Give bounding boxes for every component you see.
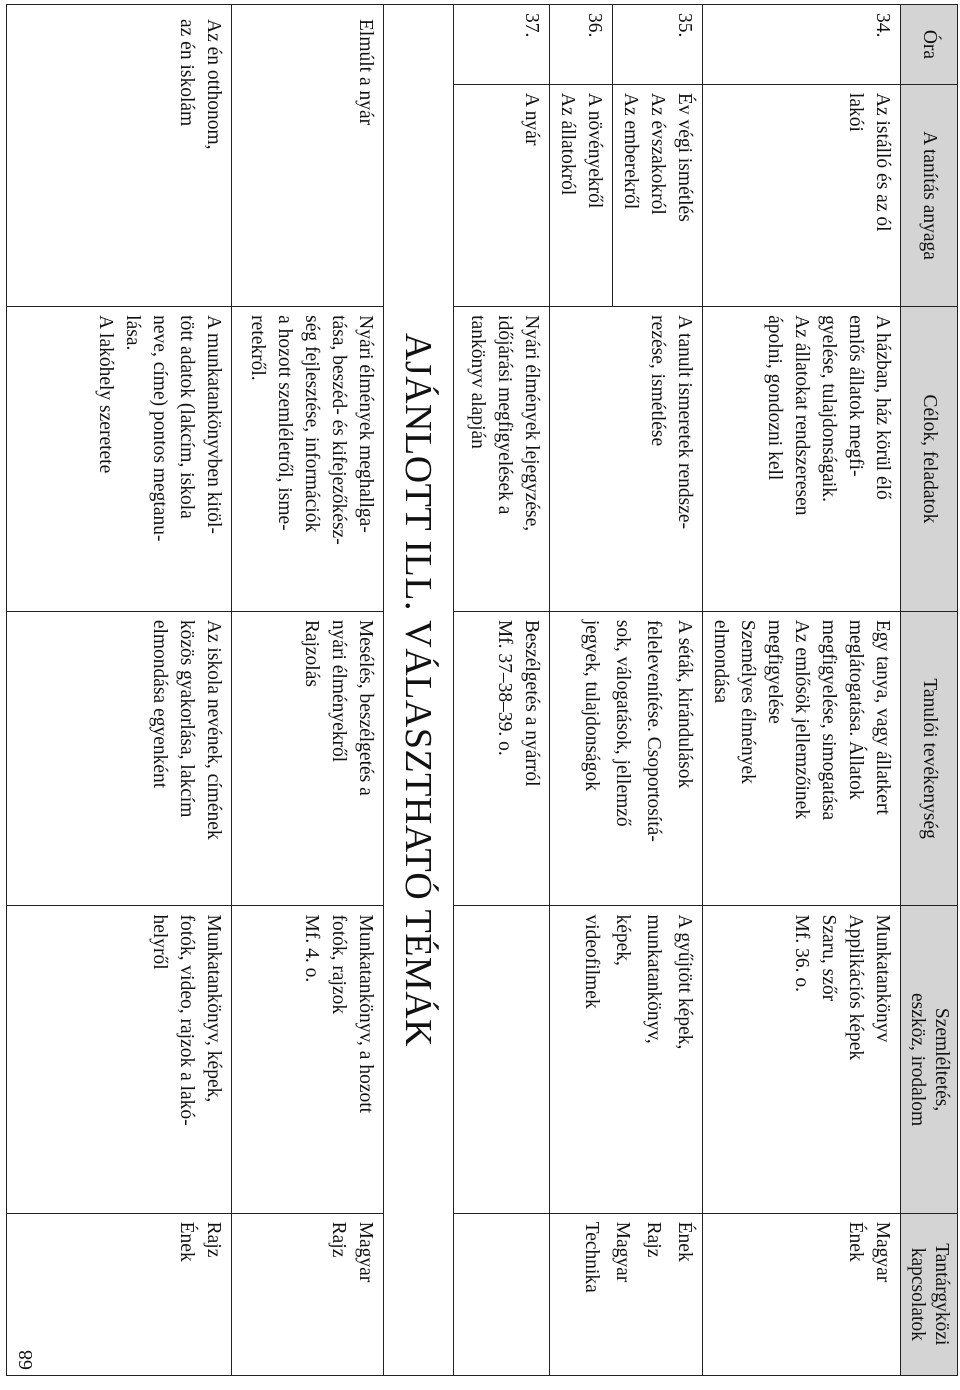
section-banner: AJÁNLOTT ILL. VÁLASZTHATÓ TÉMÁK: [384, 5, 454, 1376]
cell-line: A nyár: [521, 92, 542, 146]
table-row: [7, 5, 232, 1376]
anyag-cell: [613, 84, 703, 306]
cell-line: képek,: [612, 914, 633, 966]
cell-line: Munkatankönyv: [872, 914, 893, 1043]
cell-line: fotók, rajzok: [328, 914, 349, 1015]
cell-line: Az emberekről: [620, 92, 641, 210]
header-kapcsolatok-line: Tantárgyközi: [931, 1243, 952, 1346]
cell-line: Ének: [845, 1221, 866, 1262]
kapcsolatok-cell: [703, 1213, 901, 1375]
cell-line: Magyar: [612, 1221, 633, 1283]
cell-line: retekről.: [247, 315, 268, 381]
szemleltetes-cell: [232, 906, 384, 1213]
celok-cell: [232, 307, 384, 612]
cell-line: Szaru, szőr: [818, 914, 839, 1002]
cell-line: Az emlősök jellemzőinek: [791, 619, 812, 820]
header-ora: Óra: [901, 5, 958, 85]
cell-line: tött adatok (lakcím, iskola: [176, 315, 197, 519]
szemleltetes-cell: [550, 906, 703, 1213]
szemleltetes-cell: [7, 906, 232, 1213]
cell-line: Technika: [581, 1221, 602, 1293]
cell-line: Az iskola nevének, címének: [203, 619, 224, 840]
cell-line: helyről: [149, 914, 170, 970]
header-tevekenyseg: Tanulói tevékenység: [901, 611, 958, 906]
cell-line: Mf. 37–38–39. o.: [494, 619, 515, 756]
ora-cell: 35.: [613, 5, 703, 85]
tevekenyseg-cell: [703, 611, 901, 906]
szemleltetes-cell: [454, 906, 550, 1213]
cell-line: Ének: [176, 1221, 197, 1262]
cell-line: videofilmek: [581, 914, 602, 1009]
tevekenyseg-cell: [454, 611, 550, 906]
cell-line: közös gyakorlása, lakcím: [176, 619, 197, 818]
ora-cell: 36.: [550, 5, 613, 85]
cell-line: Személyes élmények: [737, 619, 758, 784]
cell-line: megfigyelése, simogatása: [818, 619, 839, 821]
cell-line: Az évszakokról: [647, 92, 668, 215]
cell-line: Rajz: [203, 1221, 224, 1258]
cell-line: jegyek, tulajdonságok: [581, 619, 602, 791]
table-row: [454, 5, 550, 1376]
cell-line: Az állatokat rendszeresen: [791, 315, 812, 516]
rotated-table-container: [6, 4, 958, 1376]
cell-line: lása.: [122, 315, 143, 351]
celok-cell: [703, 307, 901, 612]
kapcsolatok-cell: [232, 1213, 384, 1375]
cell-line: lakói: [845, 92, 866, 132]
cell-line: Egy tanya, vagy állatkert: [872, 619, 893, 815]
cell-line: A séták, kirándulások: [674, 619, 695, 789]
header-kapcsolatok: [901, 1213, 958, 1375]
cell-line: tankönyv alapján: [467, 315, 488, 449]
cell-line: Az istálló és az ól: [872, 92, 893, 232]
cell-line: ség fejlesztése, információk: [301, 315, 322, 533]
cell-line: Magyar: [355, 1221, 376, 1283]
header-kapcsolatok-line: kapcsolatok: [907, 1247, 928, 1341]
anyag-cell: [703, 84, 901, 306]
section-banner-row: [384, 5, 454, 1376]
cell-line: A tanult ismeretek rendsze-: [674, 315, 695, 530]
cell-line: Mf. 36. o.: [791, 914, 812, 992]
cell-line: időjárási megfigyelések a: [494, 315, 515, 515]
anyag-cell: [232, 5, 384, 307]
celok-cell: [550, 307, 703, 612]
cell-line: munkatankönyv,: [643, 914, 664, 1044]
cell-line: rezése, ismétlése: [647, 315, 668, 447]
anyag-cell: [7, 5, 232, 307]
cell-line: Mesélés, beszélgetés a: [355, 619, 376, 796]
cell-line: gyelése, tulajdonságaik.: [818, 315, 839, 502]
cell-line: Munkatankönyv, képek,: [203, 914, 224, 1103]
anyag-cell: [454, 84, 550, 306]
header-celok: Célok, feladatok: [901, 307, 958, 612]
table-row: [613, 5, 703, 1376]
cell-line: A házban, ház körül élő: [872, 315, 893, 500]
cell-line: Applikációs képek: [845, 914, 866, 1061]
header-row: [901, 5, 958, 1376]
cell-line: Elmúlt a nyár: [355, 19, 376, 126]
cell-line: Az én otthonom,: [203, 19, 224, 150]
header-anyag: A tanítás anyaga: [901, 84, 958, 306]
cell-line: fotók, video, rajzok a lakó-: [176, 914, 197, 1126]
cell-line: A gyűjtött képek,: [674, 914, 695, 1050]
tevekenyseg-cell: [7, 611, 232, 906]
header-szemleltetes-line: Szemléltetés,: [931, 1007, 952, 1112]
page-number: 68: [15, 1350, 37, 1370]
tevekenyseg-cell: [232, 611, 384, 906]
cell-line: neve, címe) pontos megtanu-: [149, 315, 170, 542]
cell-line: Rajzolás: [301, 619, 322, 687]
cell-line: Beszélgetés a nyárról: [521, 619, 542, 787]
cell-line: tása, beszéd- és kifejezőkész-: [328, 315, 349, 545]
cell-line: Rajz: [643, 1221, 664, 1258]
cell-line: a hozott szemléletről, isme-: [274, 315, 295, 531]
cell-line: Nyári élmények lejegyzése,: [521, 315, 542, 532]
cell-line: emlős állatok megfi-: [845, 315, 866, 477]
cell-line: meglátogatása. Állatok: [845, 619, 866, 800]
cell-line: az én iskolám: [176, 19, 197, 127]
cell-line: elmondása: [710, 619, 731, 704]
cell-line: Magyar: [872, 1221, 893, 1283]
cell-line: sok, válogatások, jellemző: [612, 619, 633, 827]
cell-line: megfigyelése: [764, 619, 785, 724]
cell-line: Ének: [674, 1221, 695, 1262]
kapcsolatok-cell: [454, 1213, 550, 1375]
table-row: [232, 5, 384, 1376]
cell-line: A növényekről: [584, 92, 605, 209]
cell-line: Munkatankönyv, a hozott: [355, 914, 376, 1114]
kapcsolatok-cell: [7, 1213, 232, 1375]
anyag-cell: [550, 84, 613, 306]
kapcsolatok-cell: [550, 1213, 703, 1375]
szemleltetes-cell: [703, 906, 901, 1213]
cell-line: A lakóhely szeretete: [95, 315, 116, 474]
cell-line: A munkatankönyvben kitöl-: [203, 315, 224, 534]
cell-line: felelevenítése. Csoportosítá-: [643, 619, 664, 842]
header-szemleltetes: [901, 906, 958, 1213]
ora-cell: 37.: [454, 5, 550, 85]
cell-line: Mf. 4. o.: [301, 914, 322, 983]
cell-line: Év végi ismétlés: [674, 92, 695, 222]
curriculum-table: [6, 4, 958, 1376]
celok-cell: [7, 307, 232, 612]
table-row: [703, 5, 901, 1376]
tevekenyseg-cell: [550, 611, 703, 906]
cell-line: Rajz: [328, 1221, 349, 1258]
celok-cell: [454, 307, 550, 612]
header-szemleltetes-line: eszköz, irodalom: [907, 992, 928, 1127]
ora-cell: 34.: [703, 5, 901, 85]
cell-line: ápolni, gondozni kell: [764, 315, 785, 481]
cell-line: Az állatokról: [557, 92, 578, 196]
cell-line: Nyári élmények meghallga-: [355, 315, 376, 533]
cell-line: elmondása egyenként: [149, 619, 170, 789]
cell-line: nyári élményekről: [328, 619, 349, 763]
